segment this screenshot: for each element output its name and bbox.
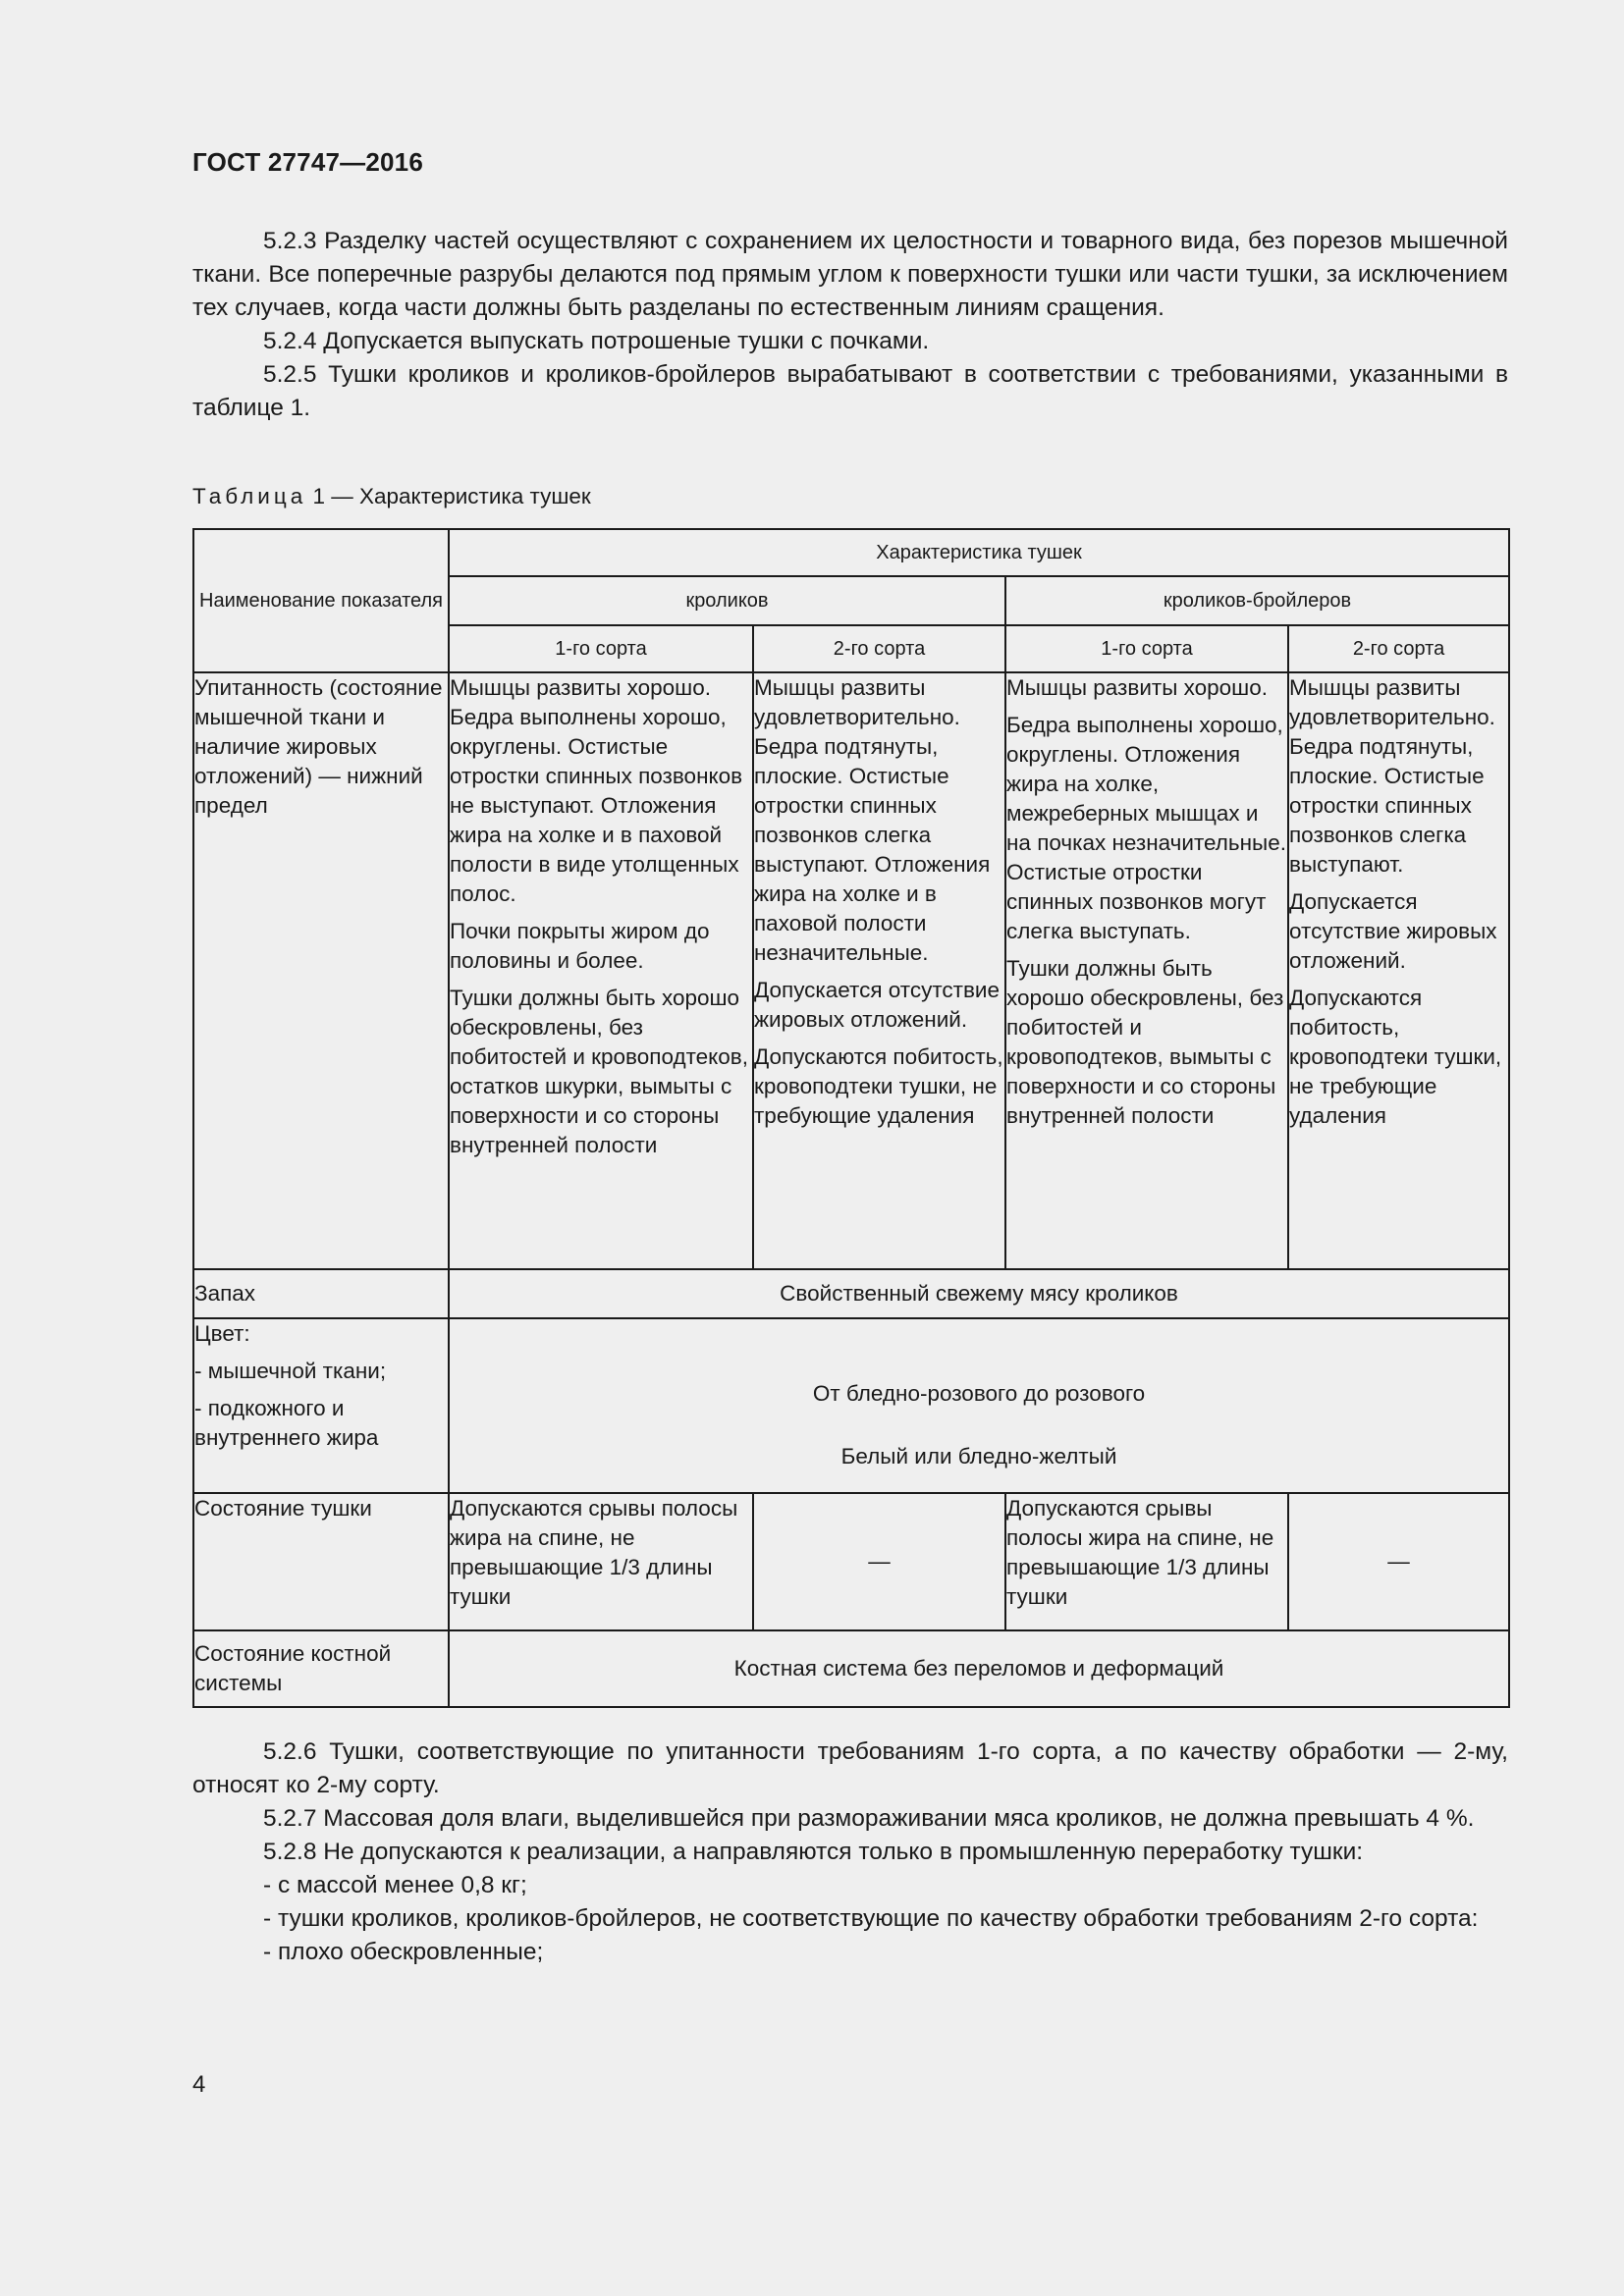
color-fat-value: Белый или бледно-желтый: [840, 1444, 1117, 1468]
top-paragraphs: [192, 225, 1508, 425]
cell-fatness-rabbits-2: Мышцы развиты удовлетворительно. Бедра подтянуты, плоские. Остистые отростки спинных позвонков слегка выступают. Отложения жира на холке и в паховой полости незначительные. Допускается отсутствие жировых отложений. Допускаются побитость, кровоподтеки тушки, не требующие удаления: [753, 672, 1005, 1269]
table-row: [193, 672, 1509, 1269]
cell-carcass-rabbits-1: Допускаются срывы полосы жира на спине, не превышающие 1/3 длины тушки: [449, 1493, 753, 1630]
cell-smell-value: Свойственный свежему мясу кроликов: [449, 1269, 1509, 1318]
characteristics-table: [192, 528, 1510, 1708]
row-label-bone: Состояние костной системы: [193, 1630, 449, 1707]
paragraph-5-2-6: 5.2.6 Тушки, соответствующие по упитанности требованиям 1-го сорта, а по качеству обработки — 2-му, относят ко 2-му сорту.: [192, 1738, 1508, 1798]
paragraph-5-2-3: 5.2.3 Разделку частей осуществляют с сохранением их целостности и товарного вида, без порезов мышечной ткани. Все поперечные разрубы делаются под прямым углом к поверхности тушки или части тушки, за исключением тех случаев, когда части должны быть разделаны по естественным линиям сращения.: [192, 228, 1508, 321]
cell-fatness-rabbits-1: Мышцы развиты хорошо. Бедра выполнены хорошо, округлены. Остистые отростки спинных позвонков не выступают. Отложения жира на холке и в паховой полости в виде утолщенных полос. Почки покрыты жиром до половины и более. Тушки должны быть хорошо обескровлены, без побитостей и кровоподтеков, остатков шкурки, вымыты с поверхности и со стороны внутренней полости: [449, 672, 753, 1269]
cell-carcass-rabbits-2: —: [753, 1493, 1005, 1630]
header-rabbits: кроликов: [449, 576, 1005, 625]
header-indicator-name: Наименование показателя: [193, 529, 449, 672]
cell-color-values: [449, 1318, 1509, 1493]
header-broilers-grade-1: 1-го сорта: [1005, 625, 1288, 672]
table-row: [193, 1493, 1509, 1630]
cell-carcass-broilers-2: —: [1288, 1493, 1509, 1630]
list-item: - тушки кроликов, кроликов-бройлеров, не соответствующие по качеству обработки требованиям 2-го сорта:: [263, 1905, 1479, 1932]
bottom-paragraphs: [192, 1735, 1508, 1969]
paragraph-5-2-5: 5.2.5 Тушки кроликов и кроликов-бройлеров вырабатывают в соответствии с требованиями, указанными в таблице 1.: [192, 361, 1508, 421]
list-item: - с массой менее 0,8 кг;: [263, 1872, 527, 1898]
header-broilers-grade-2: 2-го сорта: [1288, 625, 1509, 672]
row-label-carcass: Состояние тушки: [193, 1493, 449, 1630]
header-broilers: кроликов-бройлеров: [1005, 576, 1509, 625]
row-label-smell: Запах: [193, 1269, 449, 1318]
row-label-color: Цвет: - мышечной ткани; - подкожного и внутреннего жира: [193, 1318, 449, 1493]
table-caption-rest: 1 — Характеристика тушек: [306, 484, 591, 508]
table-header-row: [193, 529, 1509, 576]
cell-carcass-broilers-1: Допускаются срывы полосы жира на спине, не превышающие 1/3 длины тушки: [1005, 1493, 1288, 1630]
paragraph-5-2-7: 5.2.7 Массовая доля влаги, выделившейся при размораживании мяса кроликов, не должна превышать 4 %.: [263, 1805, 1475, 1832]
header-characteristics: Характеристика тушек: [449, 529, 1509, 576]
cell-bone-value: Костная система без переломов и деформаций: [449, 1630, 1509, 1707]
row-label-fatness: Упитанность (состояние мышечной ткани и наличие жировых отложений) — нижний предел: [193, 672, 449, 1269]
page-number: 4: [192, 2071, 206, 2098]
header-rabbits-grade-2: 2-го сорта: [753, 625, 1005, 672]
table-row: [193, 1318, 1509, 1493]
paragraph-5-2-4: 5.2.4 Допускается выпускать потрошеные тушки с почками.: [263, 328, 930, 354]
paragraph-5-2-8: 5.2.8 Не допускаются к реализации, а направляются только в промышленную переработку тушки:: [263, 1839, 1364, 1865]
table-caption: [192, 484, 591, 509]
table-row: [193, 1630, 1509, 1707]
header-rabbits-grade-1: 1-го сорта: [449, 625, 753, 672]
table-row: [193, 1269, 1509, 1318]
list-item: - плохо обескровленные;: [263, 1939, 544, 1965]
table-caption-prefix: Таблица: [192, 484, 307, 508]
cell-fatness-broilers-2: Мышцы развиты удовлетворительно. Бедра подтянуты, плоские. Остистые отростки спинных позвонков слегка выступают. Допускается отсутствие жировых отложений. Допускаются побитость, кровоподтеки тушки, не требующие удаления: [1288, 672, 1509, 1269]
color-muscle-value: От бледно-розового до розового: [812, 1381, 1146, 1406]
document-header: ГОСТ 27747—2016: [192, 147, 423, 177]
cell-fatness-broilers-1: Мышцы развиты хорошо. Бедра выполнены хорошо, округлены. Отложения жира на холке, межреберных мышцах и на почках незначительные. Остистые отростки спинных позвонков могут слегка выступать. Тушки должны быть хорошо обескровлены, без побитостей и кровоподтеков, вымыты с поверхности и со стороны внутренней полости: [1005, 672, 1288, 1269]
